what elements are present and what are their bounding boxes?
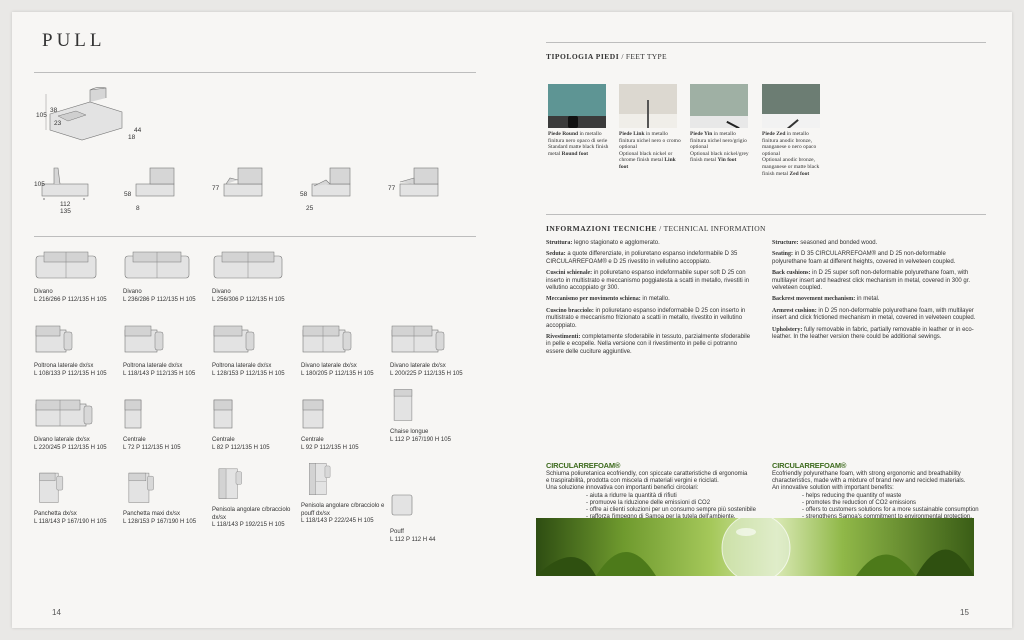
page-number-right: 15 [960,608,969,617]
product-size: L 82 P 112/135 H 105 [212,444,270,451]
product-size: L 112 P 167/190 H 105 [390,436,451,443]
product-name: Panchetta maxi dx/sx [123,511,181,517]
divider-tech [546,214,986,215]
tech-info-italian: Struttura: legno stagionato e agglomerato. Seduta: a quote differenziate, in poliuretano espanso indeformabile D 35 CIRCULARREFOAM® e D 25 rivestito in vellutino accoppiato. Cuscini schienale: in poliuretano espanso indeformabile super soft D 25 con inserto in multistrato e meccanismo poggiatesta a scatti in metallo, rivestiti in vellutino accoppiato gr 300. Meccanismo per movimento schiena: in metallo. Cuscino bracciolo: in poliuretano espanso indeformabile D 25 con inserto in multistrato e meccanismo frizionato a scatti in metallo, rivestito in vellutino accoppiato. Rivestimenti: completamente sfoderabile in tessuto, parzialmente sfoderabile in pelle e ecopelle. Nella versione con il rivestimento in pelle ci potranno essere delle cuciture aggiuntive. [546,240,751,355]
svg-text:135: 135 [60,208,71,215]
page-title: PULL [42,30,106,51]
nature-photo-banner [536,518,974,576]
product-item [123,396,207,452]
product-item [212,248,296,304]
sofa-thumbnail [34,470,70,504]
divider-mid-left [34,236,476,237]
product-name: Poltrona laterale dx/sx [34,363,94,369]
side-view-2 [120,162,184,216]
sofa-thumbnail [301,462,341,496]
page-number-left: 14 [52,608,61,617]
sofa-thumbnail [212,466,250,500]
divider-top-right [546,42,986,43]
foot-photo [690,84,748,128]
product-size: L 216/266 P 112/135 H 105 [34,296,107,303]
svg-text:112: 112 [60,201,71,208]
side-view-4 [296,162,360,216]
sofa-thumbnail [212,396,236,430]
sofa-thumbnail [34,322,74,356]
divider-top-left [34,72,476,73]
product-name: Panchetta dx/sx [34,511,77,517]
product-size: L 118/143 P 167/190 H 105 [34,518,107,525]
product-size: L 200/225 P 112/135 H 105 [390,370,463,377]
sofa-thumbnail [123,396,145,430]
sofa-thumbnail [123,248,191,282]
svg-text:77: 77 [212,185,220,192]
product-item [123,470,207,526]
svg-text:18: 18 [128,134,136,141]
product-size: L 128/153 P 112/135 H 105 [212,370,285,377]
sofa-thumbnail [212,322,256,356]
product-size: L 256/306 P 112/135 H 105 [212,296,285,303]
circularrefoam-logo-it: CIRCULARREFOAM® [546,461,621,470]
product-size: L 118/143 P 112/135 H 105 [123,370,196,377]
product-name: Divano [212,289,231,295]
sofa-thumbnail [212,248,284,282]
svg-text:8: 8 [136,205,140,212]
pouff-thumbnail [390,488,414,522]
product-item [123,322,207,378]
product-size: L 118/143 P 192/215 H 105 [212,522,285,528]
product-item [390,488,474,544]
sofa-thumbnail [301,322,355,356]
tech-info-english: Structure: seasoned and bonded wood. Seating: in D 35 CIRCULARREFOAM® and D 25 non-deformable polyurethane foam at different heights, covered in velveteen coupled. Back cushions: in D 25 super soft non-deformable polyurethane foam, with multilayer insert and headrest click mechanism in metal, covered in 300 gr. velveteen coupled. Backrest movement mechanism: in metal. Armrest cushion: in D 25 non-deformable polyurethane foam, with multilayer insert and click frictioned mechanism in metal, covered in velveteen coupled. Upholstery: fully removable in fabric, partially removable in leather or in eco-leather. In the leather version there could be additional sewings. [772,240,976,341]
product-size: L 236/286 P 112/135 H 105 [123,296,196,303]
circularrefoam-logo-en: CIRCULARREFOAM® [772,461,847,470]
product-name: Divano laterale dx/sx [34,437,90,443]
product-item [301,322,385,378]
product-name: Divano laterale dx/sx [390,363,446,369]
product-size: L 72 P 112/135 H 105 [123,444,181,451]
sofa-thumbnail [123,322,165,356]
product-size: L 180/205 P 112/135 H 105 [301,370,374,377]
product-size: L 112 P 112 H 44 [390,536,436,543]
side-view-1 [34,162,98,216]
product-name: Divano [123,289,142,295]
product-size: L 108/133 P 112/135 H 105 [34,370,107,377]
product-item [212,396,296,452]
sofa-thumbnail [390,388,416,422]
product-size: L 220/245 P 112/135 H 105 [34,444,107,451]
feet-section-title: TIPOLOGIA PIEDI / FEET TYPE [546,52,667,61]
svg-text:38: 38 [50,107,58,114]
sofa-thumbnail [390,322,448,356]
svg-text:44: 44 [134,127,142,134]
side-view-3 [208,162,272,216]
product-item [212,322,296,378]
product-name: Divano laterale dx/sx [301,363,357,369]
foot-option-link: Piede Link in metallo finitura nichel nero o cromo optional Optional black nickel or chrome finish metal Link foot [619,84,681,171]
product-item [34,470,118,526]
sofa-thumbnail [34,248,98,282]
product-item [34,248,118,304]
product-size: L 128/153 P 167/190 H 105 [123,518,197,525]
foot-photo [619,84,677,128]
product-name: Chaise longue [390,429,429,435]
svg-text:23: 23 [54,120,62,127]
product-name: Poltrona laterale dx/sx [123,363,183,369]
product-item [301,396,385,452]
product-name: Penisola angolare c/bracciolo dx/sx [212,507,291,521]
product-name: Centrale [301,437,324,443]
foot-photo [762,84,820,128]
svg-text:58: 58 [124,191,132,198]
svg-text:105: 105 [36,112,47,119]
product-size: L 92 P 112/135 H 105 [301,444,359,451]
product-item [212,466,296,530]
product-item [34,396,118,452]
foot-option-round: Piede Round in metallo finitura nero opaco di serie Standard matte black finish metal Round foot [548,84,610,157]
product-name: Penisola angolare c/bracciolo e pouff dx/sx [301,503,385,517]
side-view-5 [384,162,448,216]
product-name: Pouff [390,529,404,535]
foot-photo [548,84,606,128]
sofa-thumbnail [123,470,161,504]
product-name: Centrale [212,437,235,443]
product-item [34,322,118,378]
product-item [301,462,385,526]
svg-text:58: 58 [300,191,308,198]
product-size: L 118/143 P 222/245 H 105 [301,518,374,524]
product-name: Poltrona laterale dx/sx [212,363,272,369]
main-sofa-figure [34,84,154,146]
product-item [390,322,474,378]
product-name: Divano [34,289,53,295]
sofa-thumbnail [34,396,96,430]
product-name: Centrale [123,437,146,443]
svg-text:105: 105 [34,181,45,188]
product-item [390,388,474,444]
circularrefoam-text-it: Schiuma poliuretanica ecofriendly, con spiccate caratteristiche di ergonomia e traspirabilità, prodotta con miscela di materiali vergini e riciclati. Una soluzione innovativa con importanti benefici circolari: - aiuta a ridurre la quantità di rifiuti - promuove la riduzione delle emissioni di CO2 - offre ai clienti soluzioni per un consumo sempre più sostenibile [546,471,756,514]
foot-option-zed: Piede Zed in metallo finitura anodic bronze, manganese o nero opaco optional Optional anodic bronze, manganese or matte black finish metal Zed foot [762,84,824,177]
tech-section-title: INFORMAZIONI TECNICHE / TECHNICAL INFORMATION [546,224,766,233]
svg-text:77: 77 [388,185,396,192]
product-item [123,248,207,304]
foot-option-yin: Piede Yin in metallo finitura nichel nero/grigio optional Optional black nickel/grey finish metal Yin foot [690,84,752,164]
sofa-thumbnail [301,396,327,430]
circularrefoam-text-en: Ecofriendly polyurethane foam, with strong ergonomic and breathability characteristics, made with a mixture of brand new and recicled materials. An innovative solution with important benefits: - helps reducing the quantity of waste - promotes the reduction of CO2 emissions - offers to customers solutions for a more sustainable consumption [772,471,979,514]
svg-text:25: 25 [306,205,314,212]
